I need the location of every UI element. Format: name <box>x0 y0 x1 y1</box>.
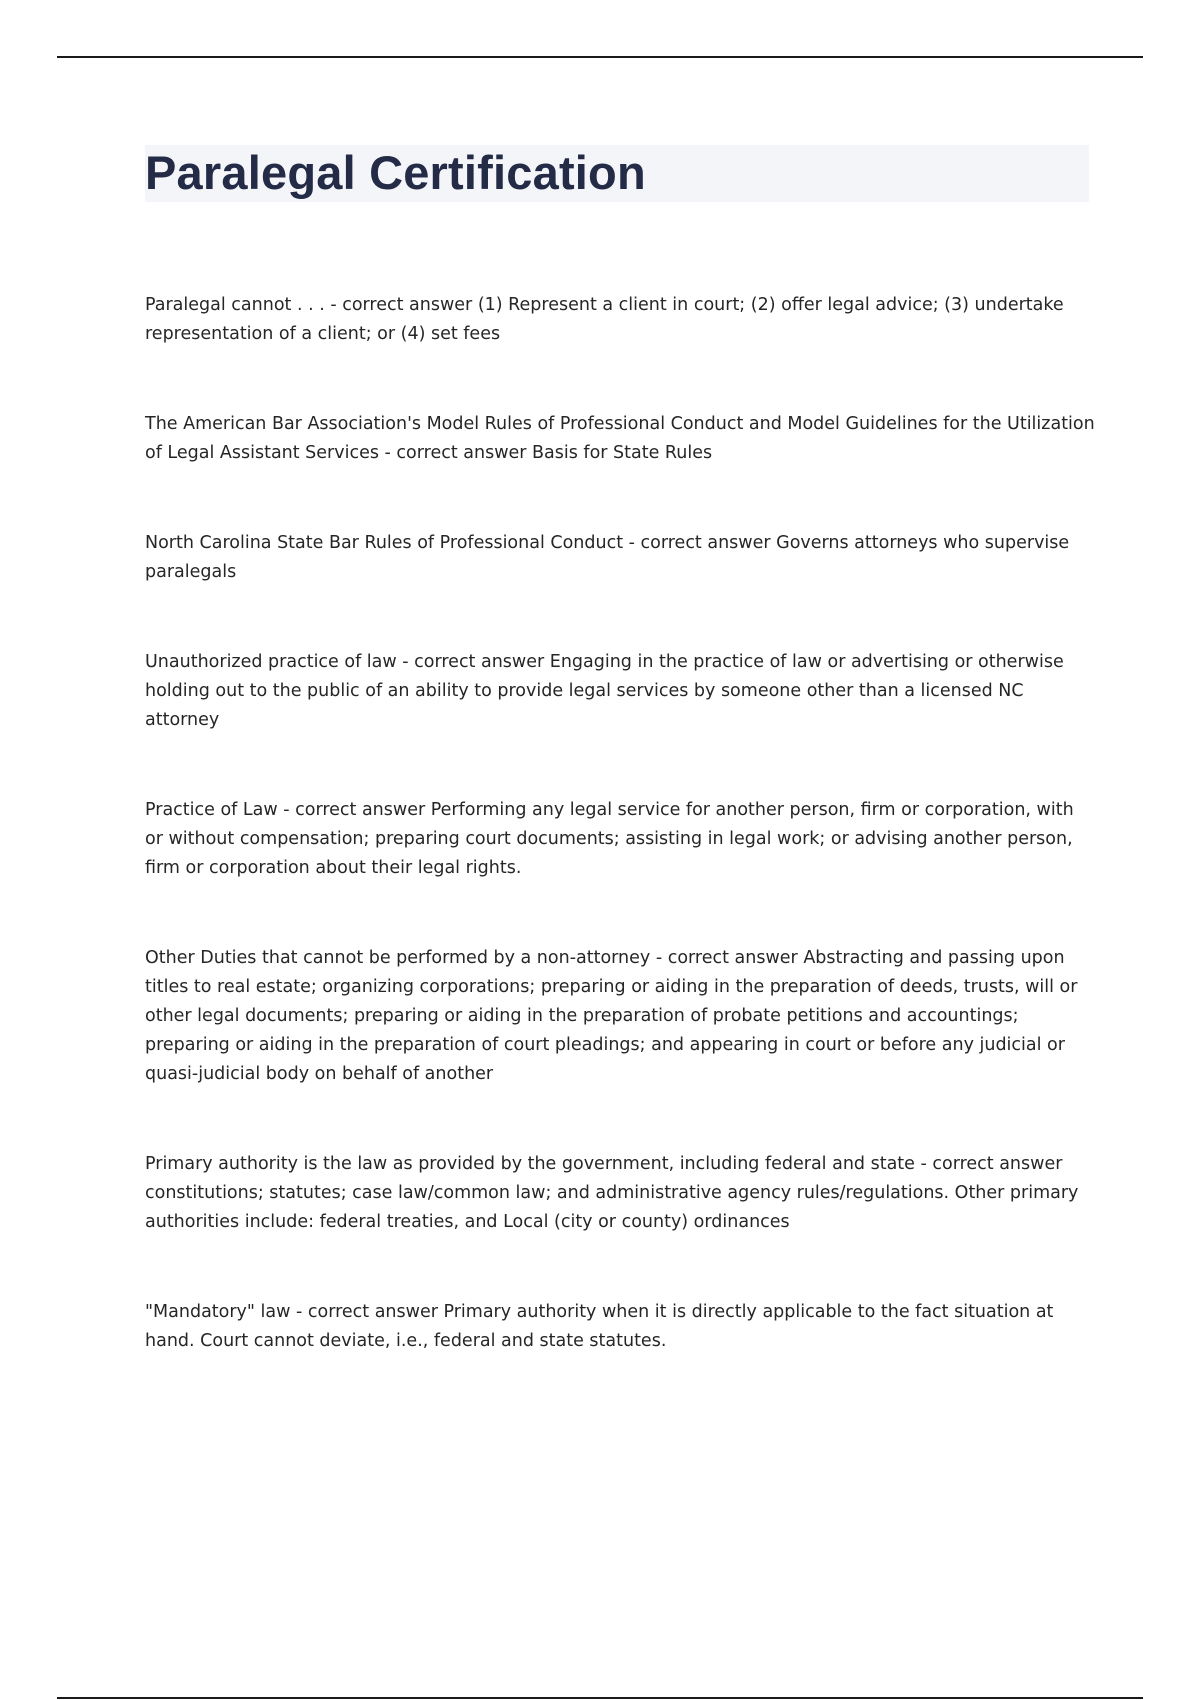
qa-item-other-duties: Other Duties that cannot be performed by a non-attorney - correct answer Abstracting and passing upon titles to real estate; organizing corporations; preparing or aiding in the preparation of deeds, trusts, will or other legal documents; preparing or aiding in the preparation of probate petitions and accountings; preparing or aiding in the preparation of court pleadings; and appearing in court or before any judicial or quasi-judicial body on behalf of another <box>145 948 1078 1084</box>
qa-item-unauthorized-practice: Unauthorized practice of law - correct answer Engaging in the practice of law or advertising or otherwise holding out to the public of an ability to provide legal services by someone other than a licensed NC attorney <box>145 652 1064 730</box>
qa-item-primary-authority: Primary authority is the law as provided by the government, including federal and state - correct answer constitutions; statutes; case law/common law; and administrative agency rules/regulations. Other primary authorities include: federal treaties, and Local (city or county) ordinances <box>145 1154 1079 1232</box>
top-divider <box>57 56 1143 58</box>
qa-item-practice-of-law: Practice of Law - correct answer Performing any legal service for another person, firm or corporation, with or without compensation; preparing court documents; assisting in legal work; or advising another person, firm or corporation about their legal rights. <box>145 800 1074 878</box>
qa-item-aba-model-rules: The American Bar Association's Model Rules of Professional Conduct and Model Guidelines for the Utilization of Legal Assistant Services - correct answer Basis for State Rules <box>145 414 1095 463</box>
page-title: Paralegal Certification <box>145 146 646 199</box>
bottom-divider <box>57 1697 1143 1699</box>
qa-list <box>145 291 1095 1417</box>
qa-item-mandatory-law: "Mandatory" law - correct answer Primary authority when it is directly applicable to the fact situation at hand. Court cannot deviate, i.e., federal and state statutes. <box>145 1302 1054 1351</box>
qa-item-nc-state-bar-rules: North Carolina State Bar Rules of Professional Conduct - correct answer Governs attorneys who supervise paralegals <box>145 533 1070 582</box>
qa-item-paralegal-cannot: Paralegal cannot . . . - correct answer (1) Represent a client in court; (2) offer legal advice; (3) undertake representation of a client; or (4) set fees <box>145 295 1064 344</box>
